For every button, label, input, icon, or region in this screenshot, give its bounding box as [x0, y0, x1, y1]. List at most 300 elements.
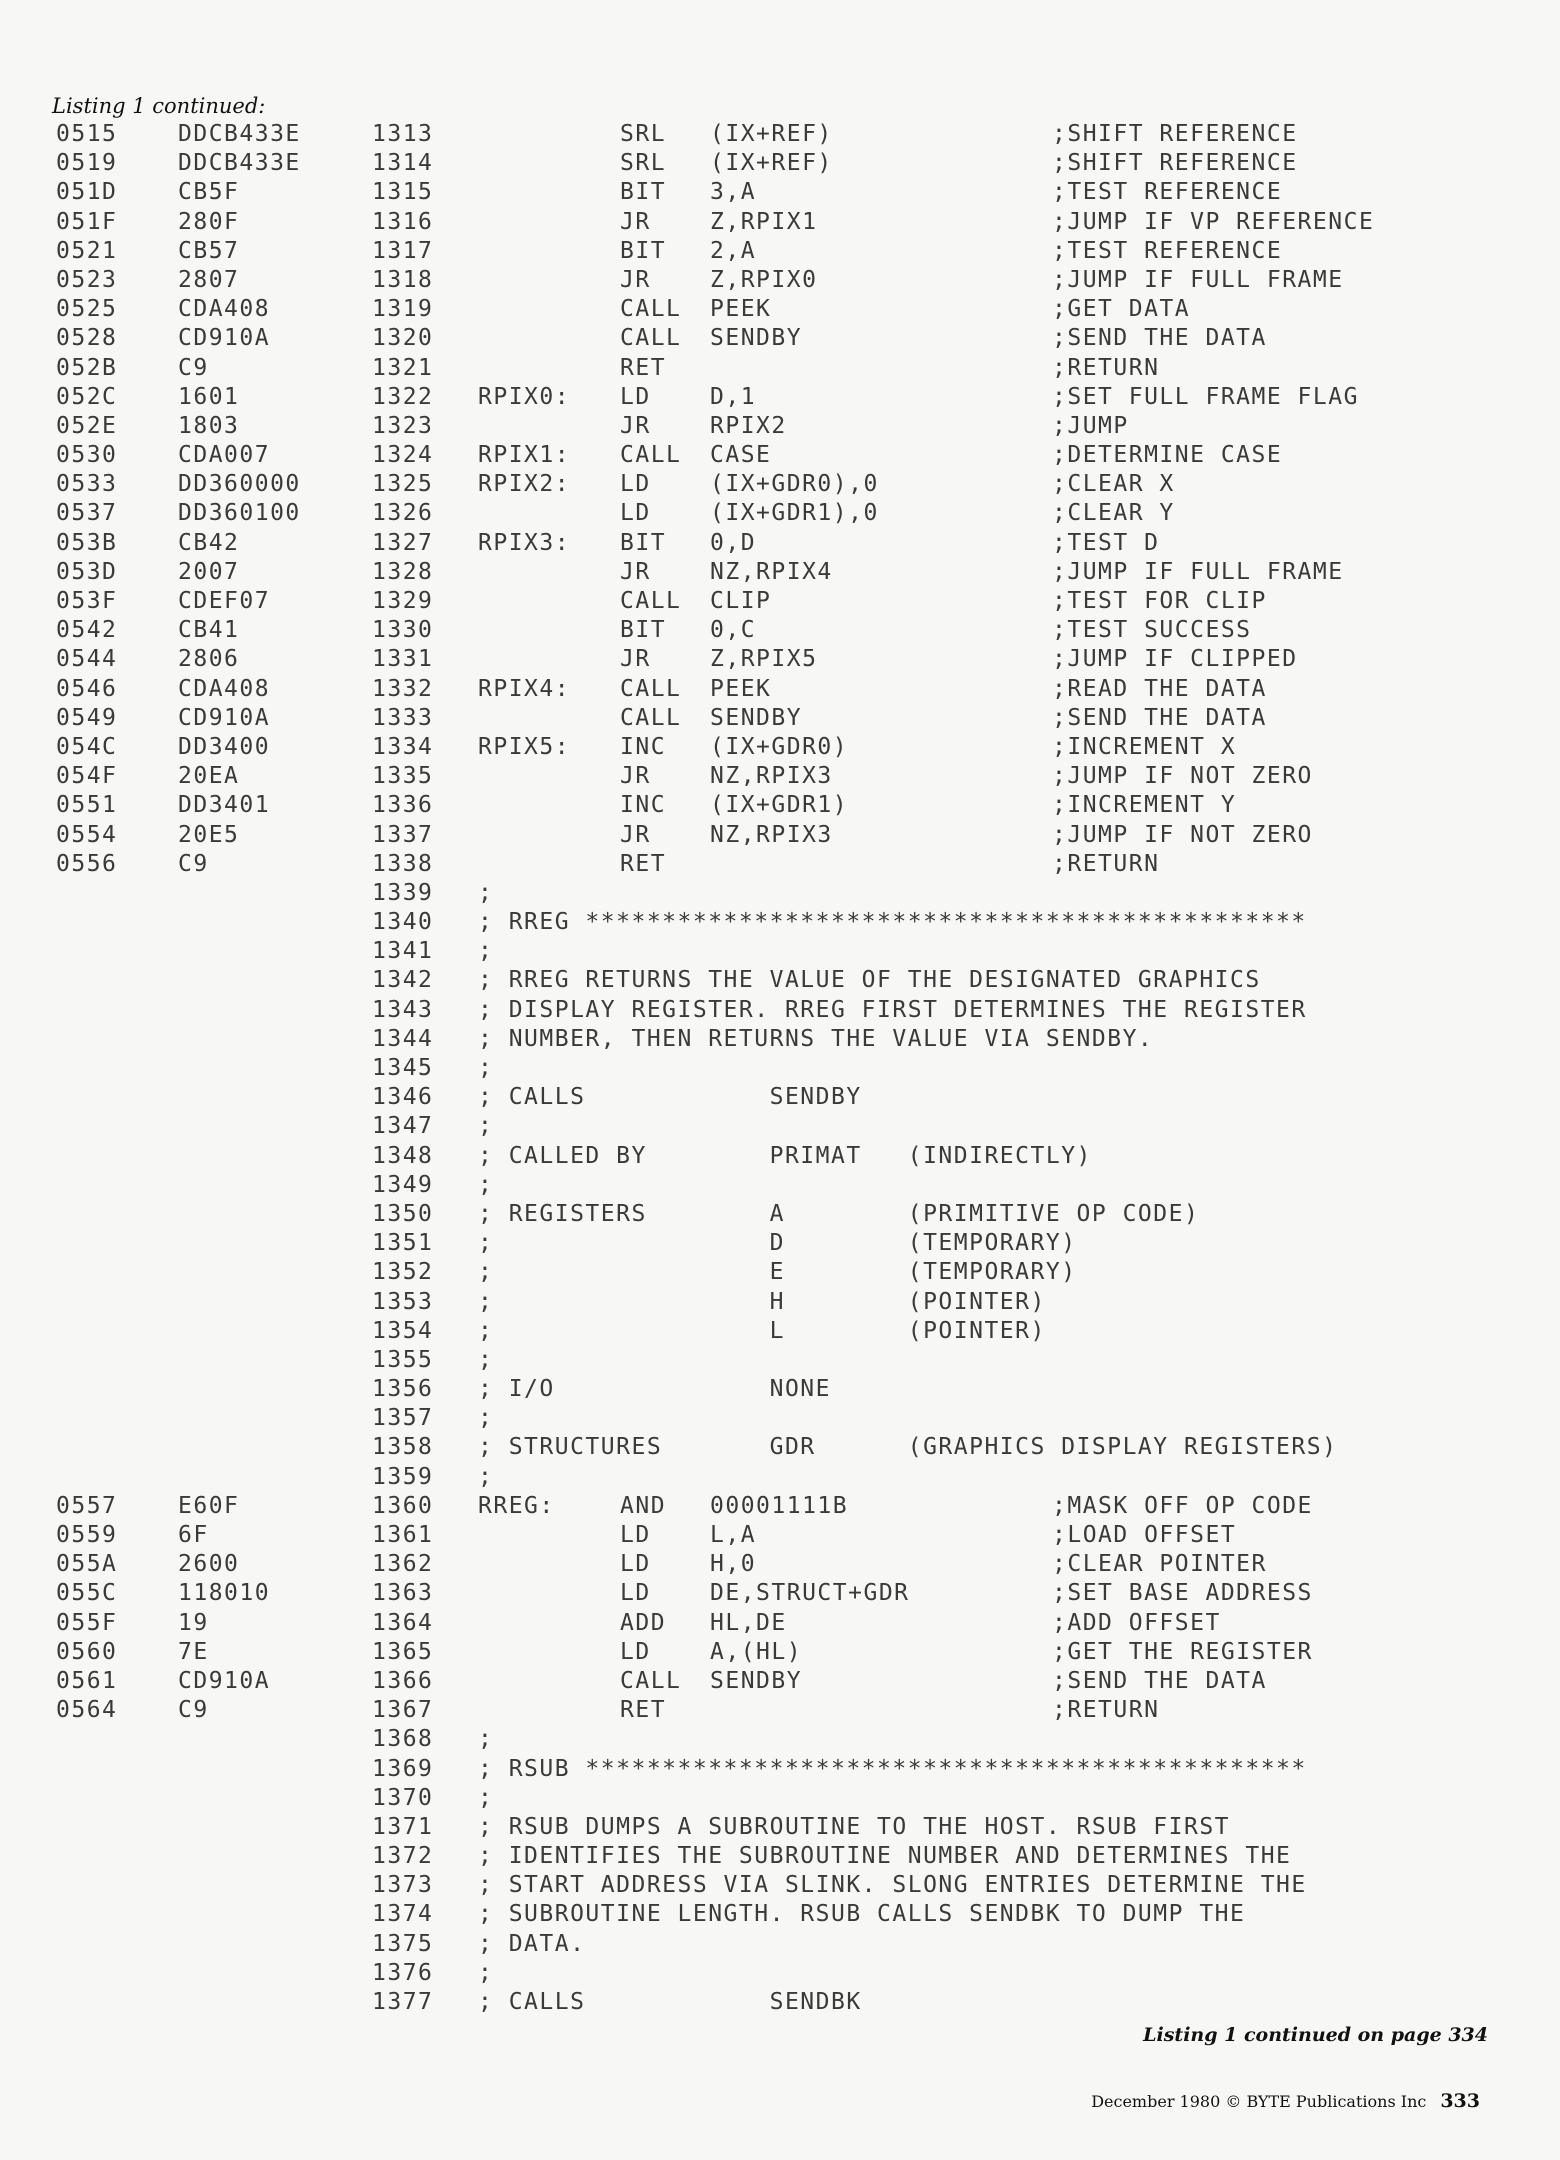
line-number: 1316	[372, 208, 434, 235]
line-number: 1313	[372, 121, 434, 147]
operand: SENDBY	[710, 1667, 803, 1694]
comment-line	[0, 1258, 1560, 1287]
label: RPIX3:	[478, 529, 571, 556]
comment-text: ; NUMBER, THEN RETURNS THE VALUE VIA SENDBY.	[478, 1025, 1154, 1052]
operand: Z,RPIX1	[710, 208, 818, 235]
comment-line	[0, 879, 1560, 908]
comment-text: ; REGISTERS A (PRIMITIVE OP CODE)	[478, 1200, 1200, 1227]
line-number: 1370	[372, 1784, 434, 1811]
line-number: 1365	[372, 1638, 434, 1665]
comment-line	[0, 1930, 1560, 1959]
address: 051D	[56, 179, 118, 206]
code-line	[0, 850, 1560, 879]
comment-line	[0, 1083, 1560, 1112]
comment-line	[0, 908, 1560, 937]
comment-text: ;	[478, 1726, 494, 1753]
opcode: BIT	[620, 237, 667, 264]
line-number: 1320	[372, 325, 434, 352]
comment-text: ; RSUB DUMPS A SUBROUTINE TO THE HOST. RSUB FIRST	[478, 1813, 1231, 1840]
comment-text: ; E (TEMPORARY)	[478, 1259, 1077, 1286]
comment: ;JUMP IF FULL FRAME	[1052, 266, 1344, 293]
line-number: 1325	[372, 471, 434, 498]
line-number: 1328	[372, 558, 434, 585]
object-code: C9	[178, 1697, 209, 1724]
object-code: 2807	[178, 266, 240, 293]
object-code: 20E5	[178, 821, 240, 848]
line-number: 1368	[372, 1726, 434, 1753]
comment-line	[0, 966, 1560, 995]
comment: ;GET DATA	[1052, 296, 1191, 323]
listing-continued-heading: Listing 1 continued:	[52, 94, 266, 118]
address: 053D	[56, 558, 118, 585]
object-code: CD910A	[178, 325, 271, 352]
operand: NZ,RPIX4	[710, 558, 833, 585]
opcode: ADD	[620, 1609, 667, 1636]
code-line	[0, 1667, 1560, 1696]
code-line	[0, 791, 1560, 820]
code-line	[0, 733, 1560, 762]
opcode: SRL	[620, 150, 667, 177]
code-line	[0, 208, 1560, 237]
comment-line	[0, 1988, 1560, 2017]
object-code: CB42	[178, 529, 240, 556]
opcode: JR	[620, 821, 651, 848]
comment-line	[0, 1871, 1560, 1900]
comment-line	[0, 1054, 1560, 1083]
address: 0561	[56, 1667, 118, 1694]
comment-line	[0, 1200, 1560, 1229]
code-line	[0, 120, 1560, 149]
comment-text: ; CALLS SENDBY	[478, 1084, 862, 1111]
comment: ;SEND THE DATA	[1052, 325, 1267, 352]
comment: ;TEST FOR CLIP	[1052, 588, 1267, 614]
opcode: CALL	[620, 1667, 682, 1694]
address: 0556	[56, 850, 118, 877]
object-code: CDA007	[178, 442, 271, 469]
line-number: 1352	[372, 1259, 434, 1286]
opcode: CALL	[620, 704, 682, 731]
address: 0544	[56, 646, 118, 673]
object-code: CB5F	[178, 179, 240, 206]
line-number: 1326	[372, 500, 434, 527]
comment: ;ADD OFFSET	[1052, 1609, 1221, 1636]
comment: ;RETURN	[1052, 1697, 1160, 1724]
operand: SENDBY	[710, 325, 803, 352]
comment: ;SEND THE DATA	[1052, 1667, 1267, 1694]
line-number: 1323	[372, 412, 434, 439]
opcode: LD	[620, 1580, 651, 1607]
line-number: 1374	[372, 1901, 434, 1928]
comment: ;TEST SUCCESS	[1052, 617, 1252, 644]
comment: ;TEST REFERENCE	[1052, 237, 1283, 264]
code-line	[0, 1696, 1560, 1725]
operand: 0,C	[710, 617, 757, 644]
comment: ;TEST D	[1052, 529, 1160, 556]
publication-credit: December 1980 © BYTE Publications Inc	[1091, 2092, 1427, 2111]
object-code: 1601	[178, 383, 240, 410]
comment: ;LOAD OFFSET	[1052, 1522, 1237, 1548]
operand: 3,A	[710, 179, 757, 206]
opcode: JR	[620, 412, 651, 439]
label: RPIX4:	[478, 675, 571, 702]
object-code: CDEF07	[178, 588, 271, 614]
address: 0542	[56, 617, 118, 644]
code-line	[0, 675, 1560, 704]
comment: ;JUMP IF CLIPPED	[1052, 646, 1298, 673]
operand: (IX+GDR1),0	[710, 500, 879, 527]
comment-text: ; H (POINTER)	[478, 1288, 1046, 1315]
comment: ;DETERMINE CASE	[1052, 442, 1283, 469]
operand: CASE	[710, 442, 772, 469]
opcode: LD	[620, 1638, 651, 1665]
operand: (IX+REF)	[710, 150, 833, 177]
address: 0530	[56, 442, 118, 469]
comment-text: ; D (TEMPORARY)	[478, 1230, 1077, 1257]
opcode: LD	[620, 1522, 651, 1548]
comment: ;SET FULL FRAME FLAG	[1052, 383, 1359, 410]
line-number: 1355	[372, 1346, 434, 1373]
address: 054C	[56, 733, 118, 760]
code-line	[0, 383, 1560, 412]
object-code: DDCB433E	[178, 121, 301, 147]
object-code: 7E	[178, 1638, 209, 1665]
object-code: 2600	[178, 1551, 240, 1578]
comment-text: ;	[478, 1346, 494, 1373]
opcode: BIT	[620, 617, 667, 644]
comment-text: ; RSUB ***********************************************	[478, 1755, 1307, 1782]
line-number: 1319	[372, 296, 434, 323]
operand: (IX+GDR0)	[710, 733, 849, 760]
opcode: RET	[620, 354, 667, 381]
address: 0523	[56, 266, 118, 293]
opcode: LD	[620, 500, 651, 527]
address: 054F	[56, 763, 118, 790]
comment: ;RETURN	[1052, 354, 1160, 381]
comment-text: ;	[478, 879, 494, 906]
line-number: 1367	[372, 1697, 434, 1724]
comment-line	[0, 1755, 1560, 1784]
opcode: CALL	[620, 588, 682, 614]
operand: A,(HL)	[710, 1638, 803, 1665]
line-number: 1362	[372, 1551, 434, 1578]
code-line	[0, 1609, 1560, 1638]
opcode: INC	[620, 792, 667, 819]
line-number: 1327	[372, 529, 434, 556]
line-number: 1346	[372, 1084, 434, 1111]
comment: ;INCREMENT X	[1052, 733, 1237, 760]
line-number: 1317	[372, 237, 434, 264]
code-line	[0, 441, 1560, 470]
operand: NZ,RPIX3	[710, 821, 833, 848]
comment-line	[0, 1463, 1560, 1492]
code-line	[0, 1638, 1560, 1667]
line-number: 1376	[372, 1959, 434, 1986]
comment: ;CLEAR POINTER	[1052, 1551, 1267, 1578]
comment: ;SHIFT REFERENCE	[1052, 121, 1298, 147]
opcode: CALL	[620, 442, 682, 469]
line-number: 1336	[372, 792, 434, 819]
object-code: CD910A	[178, 1667, 271, 1694]
opcode: LD	[620, 471, 651, 498]
address: 055C	[56, 1580, 118, 1607]
line-number: 1350	[372, 1200, 434, 1227]
comment-text: ; I/O NONE	[478, 1376, 831, 1403]
comment-line	[0, 1025, 1560, 1054]
opcode: JR	[620, 266, 651, 293]
opcode: JR	[620, 208, 651, 235]
line-number: 1377	[372, 1989, 434, 2015]
comment-line	[0, 1142, 1560, 1171]
comment-text: ;	[478, 1113, 494, 1140]
comment-line	[0, 1813, 1560, 1842]
opcode: INC	[620, 733, 667, 760]
line-number: 1361	[372, 1522, 434, 1548]
address: 0515	[56, 121, 118, 147]
operand: (IX+GDR0),0	[710, 471, 879, 498]
page-footer	[1091, 2090, 1480, 2112]
label: RPIX1:	[478, 442, 571, 469]
code-line	[0, 354, 1560, 383]
code-line	[0, 499, 1560, 528]
object-code: 19	[178, 1609, 209, 1636]
address: 0525	[56, 296, 118, 323]
object-code: E60F	[178, 1492, 240, 1519]
object-code: 280F	[178, 208, 240, 235]
address: 055A	[56, 1551, 118, 1578]
address: 053B	[56, 529, 118, 556]
line-number: 1363	[372, 1580, 434, 1607]
listing-continued-note: Listing 1 continued on page 334	[1143, 2024, 1488, 2046]
comment-text: ; RREG RETURNS THE VALUE OF THE DESIGNATED GRAPHICS	[478, 967, 1261, 994]
comment-text: ; RREG ***********************************************	[478, 909, 1307, 936]
object-code: DD3401	[178, 792, 271, 819]
line-number: 1318	[372, 266, 434, 293]
address: 055F	[56, 1609, 118, 1636]
comment-text: ;	[478, 938, 494, 965]
line-number: 1347	[372, 1113, 434, 1140]
operand: 00001111B	[710, 1492, 849, 1519]
line-number: 1366	[372, 1667, 434, 1694]
address: 0560	[56, 1638, 118, 1665]
comment-text: ; SUBROUTINE LENGTH. RSUB CALLS SENDBK TO DUMP THE	[478, 1901, 1246, 1928]
code-line	[0, 704, 1560, 733]
object-code: CD910A	[178, 704, 271, 731]
opcode: CALL	[620, 675, 682, 702]
comment: ;JUMP IF VP REFERENCE	[1052, 208, 1375, 235]
object-code: DD3400	[178, 733, 271, 760]
page-number: 333	[1440, 2090, 1480, 2112]
comment-line	[0, 1112, 1560, 1141]
opcode: LD	[620, 1551, 651, 1578]
code-line	[0, 470, 1560, 499]
line-number: 1343	[372, 996, 434, 1023]
line-number: 1356	[372, 1376, 434, 1403]
object-code: DD360100	[178, 500, 301, 527]
address: 0546	[56, 675, 118, 702]
object-code: DDCB433E	[178, 150, 301, 177]
object-code: CDA408	[178, 675, 271, 702]
code-line	[0, 587, 1560, 616]
code-line	[0, 645, 1560, 674]
comment-line	[0, 1229, 1560, 1258]
comment-text: ; L (POINTER)	[478, 1317, 1046, 1344]
object-code: CB41	[178, 617, 240, 644]
line-number: 1340	[372, 909, 434, 936]
comment-line	[0, 1842, 1560, 1871]
address: 0521	[56, 237, 118, 264]
address: 052E	[56, 412, 118, 439]
comment: ;JUMP IF FULL FRAME	[1052, 558, 1344, 585]
object-code: 2806	[178, 646, 240, 673]
address: 053F	[56, 588, 118, 614]
comment-text: ;	[478, 1405, 494, 1432]
operand: H,0	[710, 1551, 757, 1578]
line-number: 1358	[372, 1434, 434, 1461]
line-number: 1360	[372, 1492, 434, 1519]
comment: ;SHIFT REFERENCE	[1052, 150, 1298, 177]
comment: ;MASK OFF OP CODE	[1052, 1492, 1313, 1519]
address: 052C	[56, 383, 118, 410]
comment-text: ; DISPLAY REGISTER. RREG FIRST DETERMINES THE REGISTER	[478, 996, 1307, 1023]
opcode: JR	[620, 558, 651, 585]
comment: ;RETURN	[1052, 850, 1160, 877]
label: RPIX5:	[478, 733, 571, 760]
comment: ;INCREMENT Y	[1052, 792, 1237, 819]
object-code: CB57	[178, 237, 240, 264]
line-number: 1342	[372, 967, 434, 994]
comment: ;TEST REFERENCE	[1052, 179, 1283, 206]
object-code: 2007	[178, 558, 240, 585]
operand: NZ,RPIX3	[710, 763, 833, 790]
line-number: 1369	[372, 1755, 434, 1782]
line-number: 1349	[372, 1171, 434, 1198]
line-number: 1322	[372, 383, 434, 410]
operand: HL,DE	[710, 1609, 787, 1636]
address: 051F	[56, 208, 118, 235]
line-number: 1341	[372, 938, 434, 965]
code-line	[0, 324, 1560, 353]
opcode: JR	[620, 763, 651, 790]
comment-line	[0, 937, 1560, 966]
operand: (IX+GDR1)	[710, 792, 849, 819]
line-number: 1371	[372, 1813, 434, 1840]
comment-line	[0, 1346, 1560, 1375]
code-line	[0, 762, 1560, 791]
comment-line	[0, 1784, 1560, 1813]
comment-text: ;	[478, 1463, 494, 1490]
line-number: 1375	[372, 1930, 434, 1957]
comment-line	[0, 1404, 1560, 1433]
comment: ;SET BASE ADDRESS	[1052, 1580, 1313, 1607]
line-number: 1357	[372, 1405, 434, 1432]
comment: ;CLEAR Y	[1052, 500, 1175, 527]
address: 0533	[56, 471, 118, 498]
line-number: 1330	[372, 617, 434, 644]
address: 0554	[56, 821, 118, 848]
code-line	[0, 616, 1560, 645]
line-number: 1348	[372, 1142, 434, 1169]
opcode: BIT	[620, 529, 667, 556]
operand: L,A	[710, 1522, 757, 1548]
opcode: CALL	[620, 325, 682, 352]
line-number: 1339	[372, 879, 434, 906]
opcode: CALL	[620, 296, 682, 323]
address: 0559	[56, 1522, 118, 1548]
operand: PEEK	[710, 675, 772, 702]
comment-text: ;	[478, 1959, 494, 1986]
label: RPIX2:	[478, 471, 571, 498]
opcode: JR	[620, 646, 651, 673]
comment-text: ;	[478, 1171, 494, 1198]
comment-line	[0, 1317, 1560, 1346]
object-code: 1803	[178, 412, 240, 439]
line-number: 1331	[372, 646, 434, 673]
operand: PEEK	[710, 296, 772, 323]
address: 0519	[56, 150, 118, 177]
label: RPIX0:	[478, 383, 571, 410]
opcode: RET	[620, 1697, 667, 1724]
line-number: 1344	[372, 1025, 434, 1052]
operand: CLIP	[710, 588, 772, 614]
comment: ;SEND THE DATA	[1052, 704, 1267, 731]
operand: 2,A	[710, 237, 757, 264]
comment-text: ; START ADDRESS VIA SLINK. SLONG ENTRIES DETERMINE THE	[478, 1872, 1307, 1899]
address: 0549	[56, 704, 118, 731]
operand: D,1	[710, 383, 757, 410]
address: 0551	[56, 792, 118, 819]
opcode: RET	[620, 850, 667, 877]
line-number: 1351	[372, 1230, 434, 1257]
line-number: 1321	[372, 354, 434, 381]
code-line	[0, 266, 1560, 295]
line-number: 1345	[372, 1055, 434, 1081]
comment-line	[0, 1288, 1560, 1317]
object-code: CDA408	[178, 296, 271, 323]
code-line	[0, 237, 1560, 266]
object-code: 6F	[178, 1522, 209, 1548]
comment-text: ; CALLED BY PRIMAT (INDIRECTLY)	[478, 1142, 1092, 1169]
line-number: 1354	[372, 1317, 434, 1344]
comment-text: ; DATA.	[478, 1930, 586, 1957]
comment-text: ;	[478, 1055, 494, 1081]
comment-text: ;	[478, 1784, 494, 1811]
line-number: 1334	[372, 733, 434, 760]
object-code: C9	[178, 850, 209, 877]
operand: Z,RPIX0	[710, 266, 818, 293]
operand: (IX+REF)	[710, 121, 833, 147]
line-number: 1353	[372, 1288, 434, 1315]
operand: RPIX2	[710, 412, 787, 439]
code-line	[0, 1492, 1560, 1521]
comment: ;JUMP IF NOT ZERO	[1052, 763, 1313, 790]
line-number: 1324	[372, 442, 434, 469]
address: 052B	[56, 354, 118, 381]
object-code: C9	[178, 354, 209, 381]
line-number: 1335	[372, 763, 434, 790]
object-code: 118010	[178, 1580, 271, 1607]
operand: SENDBY	[710, 704, 803, 731]
line-number: 1364	[372, 1609, 434, 1636]
line-number: 1314	[372, 150, 434, 177]
code-line	[0, 821, 1560, 850]
comment-text: ; IDENTIFIES THE SUBROUTINE NUMBER AND DETERMINES THE	[478, 1843, 1292, 1870]
opcode: SRL	[620, 121, 667, 147]
code-line	[0, 412, 1560, 441]
comment-line	[0, 1725, 1560, 1754]
assembly-listing	[0, 120, 1560, 2017]
code-line	[0, 558, 1560, 587]
comment-text: ; CALLS SENDBK	[478, 1989, 862, 2015]
